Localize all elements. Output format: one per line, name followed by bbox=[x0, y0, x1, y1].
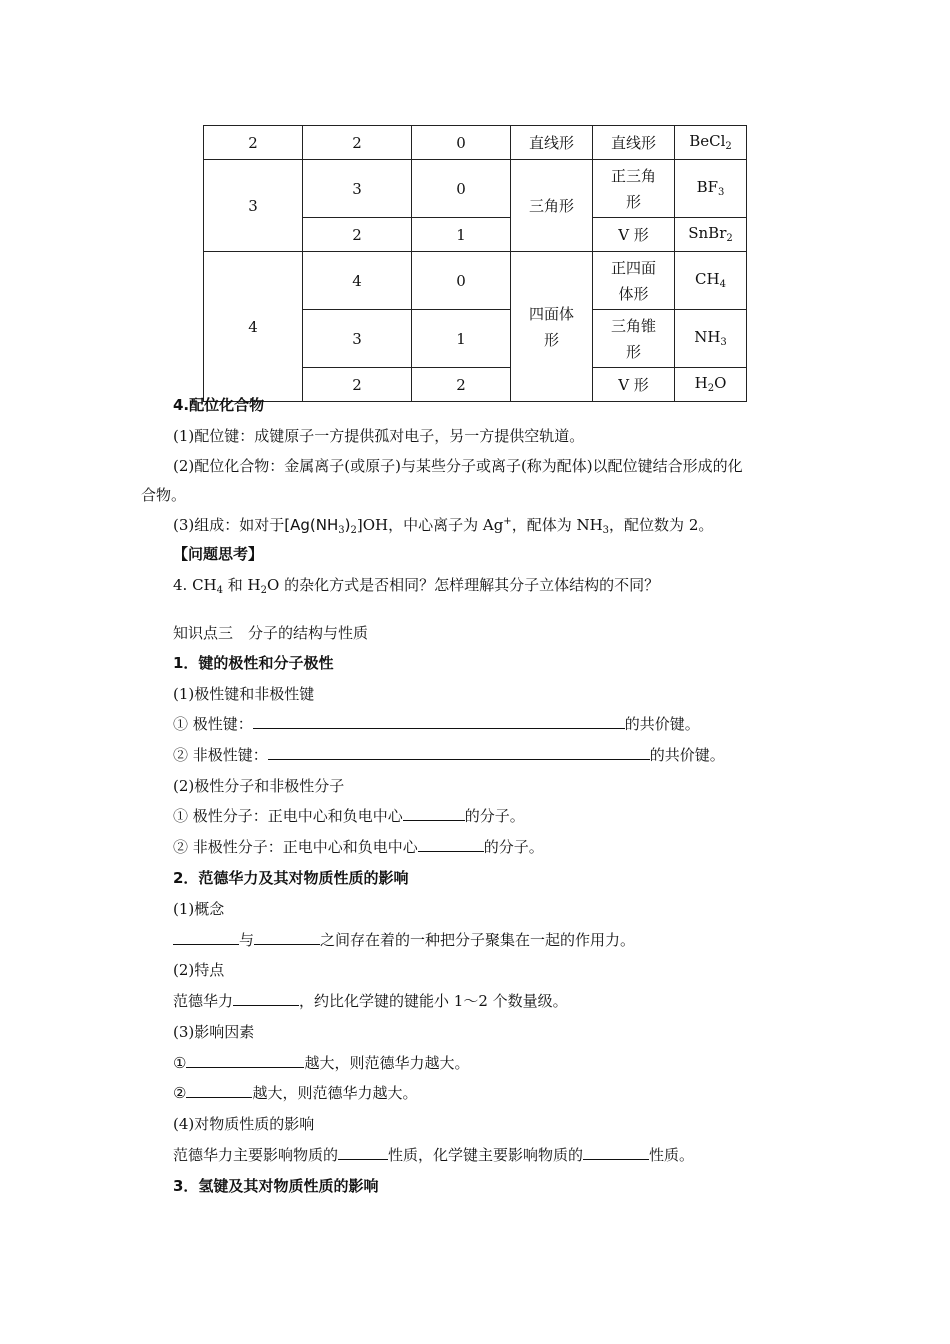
fill-in-item bbox=[173, 929, 635, 951]
table-cell: 4 bbox=[303, 252, 412, 310]
table-cell: 2 bbox=[204, 126, 303, 160]
table-cell: V 形 bbox=[593, 368, 675, 402]
subscript: 3 bbox=[602, 525, 610, 536]
section-title: 知识点三 分子的结构与性质 bbox=[173, 624, 369, 642]
paragraph: (2)配位化合物：金属离子(或原子)与某些分子或离子(称为配体)以配位键结合形成的化 bbox=[173, 457, 743, 475]
text-run: 范德华力主要影响物质的 bbox=[173, 1146, 339, 1164]
formula-text: [Ag(NH bbox=[284, 516, 339, 534]
formula-text: NH bbox=[694, 328, 721, 346]
paragraph: (1)配位键：成键原子一方提供孤对电子，另一方提供空轨道。 bbox=[173, 427, 585, 445]
answer-blank[interactable] bbox=[268, 745, 650, 760]
table-cell bbox=[675, 252, 747, 310]
answer-blank[interactable] bbox=[186, 1053, 304, 1068]
fill-in-item bbox=[173, 713, 700, 735]
text-run: 4. CH bbox=[173, 576, 217, 594]
fill-in-item bbox=[173, 836, 544, 858]
table-cell: 0 bbox=[412, 160, 511, 218]
table-cell bbox=[675, 368, 747, 402]
section-heading: 2．范德华力及其对物质性质的影响 bbox=[173, 869, 409, 887]
text-run: 的分子。 bbox=[483, 838, 544, 856]
section-heading: 【问题思考】 bbox=[173, 545, 264, 563]
text-run: ① 极性键： bbox=[173, 715, 253, 733]
table-cell: 0 bbox=[412, 126, 511, 160]
table-cell: 正三角形 bbox=[593, 160, 675, 218]
formula-text: SnBr bbox=[688, 224, 727, 242]
table-cell: 正四面体形 bbox=[593, 252, 675, 310]
text-run: 范德华力 bbox=[173, 992, 234, 1010]
hybridization-table bbox=[203, 125, 747, 402]
paragraph bbox=[173, 514, 713, 539]
answer-blank[interactable] bbox=[173, 930, 239, 945]
formula-text: CH bbox=[695, 270, 720, 288]
text-run: 的分子。 bbox=[464, 807, 525, 825]
table-cell: 3 bbox=[303, 310, 412, 368]
text-run: ② 非极性分子：正电中心和负电中心 bbox=[173, 838, 418, 856]
table-cell bbox=[675, 310, 747, 368]
answer-blank[interactable] bbox=[338, 1145, 388, 1160]
formula-text: BeCl bbox=[689, 132, 726, 150]
text-run: 越大，则范德华力越大。 bbox=[304, 1054, 470, 1072]
formula-text: O bbox=[714, 374, 727, 392]
section-heading: 1．键的极性和分子极性 bbox=[173, 654, 334, 672]
table-cell: 2 bbox=[412, 368, 511, 402]
table-cell: 四面体形 bbox=[511, 252, 593, 402]
text-run: ，配体为 NH bbox=[511, 516, 603, 534]
table-cell: 1 bbox=[412, 218, 511, 252]
subscript: 2 bbox=[726, 233, 733, 244]
table-row bbox=[204, 160, 747, 218]
paragraph: (2)极性分子和非极性分子 bbox=[173, 777, 345, 795]
table-cell: 2 bbox=[303, 218, 412, 252]
section-heading: 4.配位化合物 bbox=[173, 396, 265, 414]
table-cell bbox=[675, 126, 747, 160]
table-row bbox=[204, 126, 747, 160]
text-run: O 的杂化方式是否相同？怎样理解其分子立体结构的不同？ bbox=[267, 576, 660, 594]
text-run: ]OH，中心离子为 Ag bbox=[356, 516, 504, 534]
text-run: ① 极性分子：正电中心和负电中心 bbox=[173, 807, 403, 825]
table-cell: V 形 bbox=[593, 218, 675, 252]
text-run: 的共价键。 bbox=[649, 746, 725, 764]
subscript: 2 bbox=[707, 383, 715, 394]
text-run: 性质。 bbox=[649, 1146, 695, 1164]
text-run: 与 bbox=[239, 931, 255, 949]
table-cell: 4 bbox=[204, 252, 303, 402]
text-run: ② bbox=[173, 1084, 187, 1102]
subscript: 3 bbox=[720, 337, 727, 348]
table-cell: 三角形 bbox=[511, 160, 593, 252]
fill-in-item bbox=[173, 805, 525, 827]
paragraph: (3)影响因素 bbox=[173, 1023, 255, 1041]
text-run: 的共价键。 bbox=[624, 715, 700, 733]
table-cell: 三角锥形 bbox=[593, 310, 675, 368]
subscript: 2 bbox=[725, 141, 732, 152]
table-cell: 3 bbox=[303, 160, 412, 218]
text-run: ② 非极性键： bbox=[173, 746, 268, 764]
text-run: ① bbox=[173, 1054, 187, 1072]
subscript: 3 bbox=[718, 187, 725, 198]
text-run: ，约比化学键的键能小 1～2 个数量级。 bbox=[299, 992, 568, 1010]
paragraph: 合物。 bbox=[141, 486, 187, 504]
fill-in-item bbox=[173, 990, 568, 1012]
formula-text: BF bbox=[696, 178, 719, 196]
answer-blank[interactable] bbox=[254, 930, 320, 945]
question bbox=[173, 574, 659, 599]
fill-in-item bbox=[173, 1082, 417, 1104]
subscript: 3 bbox=[338, 525, 345, 536]
fill-in-item bbox=[173, 1144, 694, 1166]
table-cell: 1 bbox=[412, 310, 511, 368]
answer-blank[interactable] bbox=[583, 1145, 649, 1160]
text-run: ，配位数为 2。 bbox=[609, 516, 714, 534]
text-run: 之间存在着的一种把分子聚集在一起的作用力。 bbox=[320, 931, 636, 949]
subscript: 2 bbox=[260, 585, 268, 596]
section-heading: 3．氢键及其对物质性质的影响 bbox=[173, 1177, 379, 1195]
fill-in-item bbox=[173, 744, 725, 766]
text-run: 性质，化学键主要影响物质的 bbox=[388, 1146, 584, 1164]
answer-blank[interactable] bbox=[186, 1083, 252, 1098]
formula-text: ) bbox=[344, 516, 351, 534]
fill-in-item bbox=[173, 1052, 469, 1074]
table-cell: 直线形 bbox=[511, 126, 593, 160]
text-run: 和 H bbox=[223, 576, 261, 594]
text-run: 越大，则范德华力越大。 bbox=[252, 1084, 418, 1102]
paragraph: (1)极性键和非极性键 bbox=[173, 685, 315, 703]
table-cell bbox=[675, 218, 747, 252]
table-cell: 0 bbox=[412, 252, 511, 310]
formula-text: H bbox=[694, 374, 708, 392]
paragraph: (4)对物质性质的影响 bbox=[173, 1115, 315, 1133]
answer-blank[interactable] bbox=[403, 806, 465, 821]
table-cell: 2 bbox=[303, 126, 412, 160]
paragraph: (2)特点 bbox=[173, 961, 225, 979]
table-cell bbox=[675, 160, 747, 218]
answer-blank[interactable] bbox=[253, 714, 625, 729]
subscript: 4 bbox=[216, 585, 224, 596]
paragraph: (1)概念 bbox=[173, 900, 225, 918]
answer-blank[interactable] bbox=[233, 991, 299, 1006]
answer-blank[interactable] bbox=[418, 837, 484, 852]
subscript: 2 bbox=[350, 525, 357, 536]
superscript: + bbox=[503, 516, 512, 527]
table-cell: 直线形 bbox=[593, 126, 675, 160]
table-cell: 3 bbox=[204, 160, 303, 252]
table-row bbox=[204, 252, 747, 310]
subscript: 4 bbox=[719, 279, 726, 290]
table-cell: 2 bbox=[303, 368, 412, 402]
text-run: (3)组成：如对于 bbox=[173, 516, 285, 534]
